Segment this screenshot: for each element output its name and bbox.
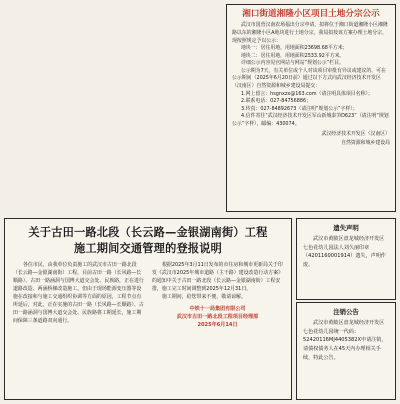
notice-line: 详细公示内容见官网站与网站“规划公示”栏目。: [241, 60, 344, 67]
notice-line: 公示期为7天，有关单位或个人对该项目审批有异议或建议的，可在公示期间（2025年6月20日前）通过以下方式向武汉经济技术开发区（汉南区）自然资源和城乡建设局提交：: [232, 67, 386, 90]
title-line: 施工期间交通管理的登报说明: [73, 242, 223, 256]
road-construction-notice: [4, 218, 292, 400]
notice-line: 地块二：居住用地，用地面积2533.92平方米。: [241, 52, 345, 59]
notice-body: 武汉市黄陂区盘龙城经济开发区七色花幼儿园法人刘久丽印章（4201160001914）遗失，声明作废。: [303, 236, 386, 268]
notice-date: 2025年6月14日: [197, 322, 238, 329]
right-column: [152, 262, 283, 329]
notice-line: 2.联系电话：027-84756886；: [241, 98, 312, 105]
notice-title: [13, 225, 283, 257]
lost-statement: [296, 218, 396, 300]
notice-line: 4.信件寄往“武汉经济技术开发区军山新城泰笋D623”（请注明“规划公示”字样），邮编：430074。: [232, 113, 389, 128]
issuing-organization: 中铁十一局集团有限公司: [189, 306, 246, 313]
notice-title: 注销公告: [333, 308, 359, 316]
cancellation-announcement: [296, 302, 396, 400]
signature-line: 武汉经济技术开发区（汉南区）: [321, 130, 390, 137]
notice-line: 3.传真：027-84892673（请注明“规划公示”字样）；: [241, 105, 358, 112]
notice-line: 1.网上留言：hsgnxzx@163.com（请注明具体项目名称）；: [241, 90, 373, 97]
notice-title: 遗失声明: [333, 224, 359, 232]
land-subdivision-notice: [226, 4, 396, 212]
notice-paragraph: 各位市民，由我单位负责施工的武汉市古田一路北段（长云路—金银湖南街）工程，目前古田一路（长风路—长顺路）、古田一路涵洞与国博大道交会处、民族路，正在进行道路改造、两涵桥梯改造施工。但由于现场能源变压器等设施在改接和与施工交通组织协调等方面的原因，工程节点有所延后，对此，正在实施的古田一路（长风路—长顺路）、古田一路涵洞与国博大道交会处、民族路将工期延长，施工期间保障三条道路双向通行。: [13, 262, 144, 324]
notice-paragraph: 根据2025年3月11日发布的市住房和城市更新局关于印发《武汉市2025年城市道路（主干路）建设改造行动方案》的通知中关于古田一路北段（长云路—金银湖南街）工程安排，施工完工时间调整到2025年12月31日。: [152, 262, 283, 293]
issuing-organization: 武汉市古田一路北段工程项目经理部: [176, 314, 259, 321]
title-line: 关于古田一路北段（长云路—金银湖南街）工程: [28, 226, 268, 239]
notice-columns: [13, 262, 283, 329]
notice-body: 武汉市黄陂区盘龙城经济开发区七色花幼儿园统一代码：52420116MJ4405382X申请注销，请债权债务人在45天内办理相关手续，特此公告。: [303, 320, 387, 361]
notice-paragraph: 施工期间，给您带来不便，敬请谅解。: [162, 294, 246, 301]
notice-intro: 武汉市国营汉南农场福出分宗申请，拟将位于湘口街道湘隆小区湘隆路以东的湘隆小区A地块进行土地分宗。我局拟按该方案办理土地分宗，现按照规定予以公示：: [232, 22, 388, 44]
left-column: [13, 262, 144, 329]
notice-title: 湘口街道湘隆小区项目土地分宗公示: [242, 9, 380, 19]
notice-line: 地块一：居住用地，用地面积23698.68平方米；: [241, 45, 348, 52]
signature-line: 自然资源和城乡建设局: [341, 140, 390, 147]
